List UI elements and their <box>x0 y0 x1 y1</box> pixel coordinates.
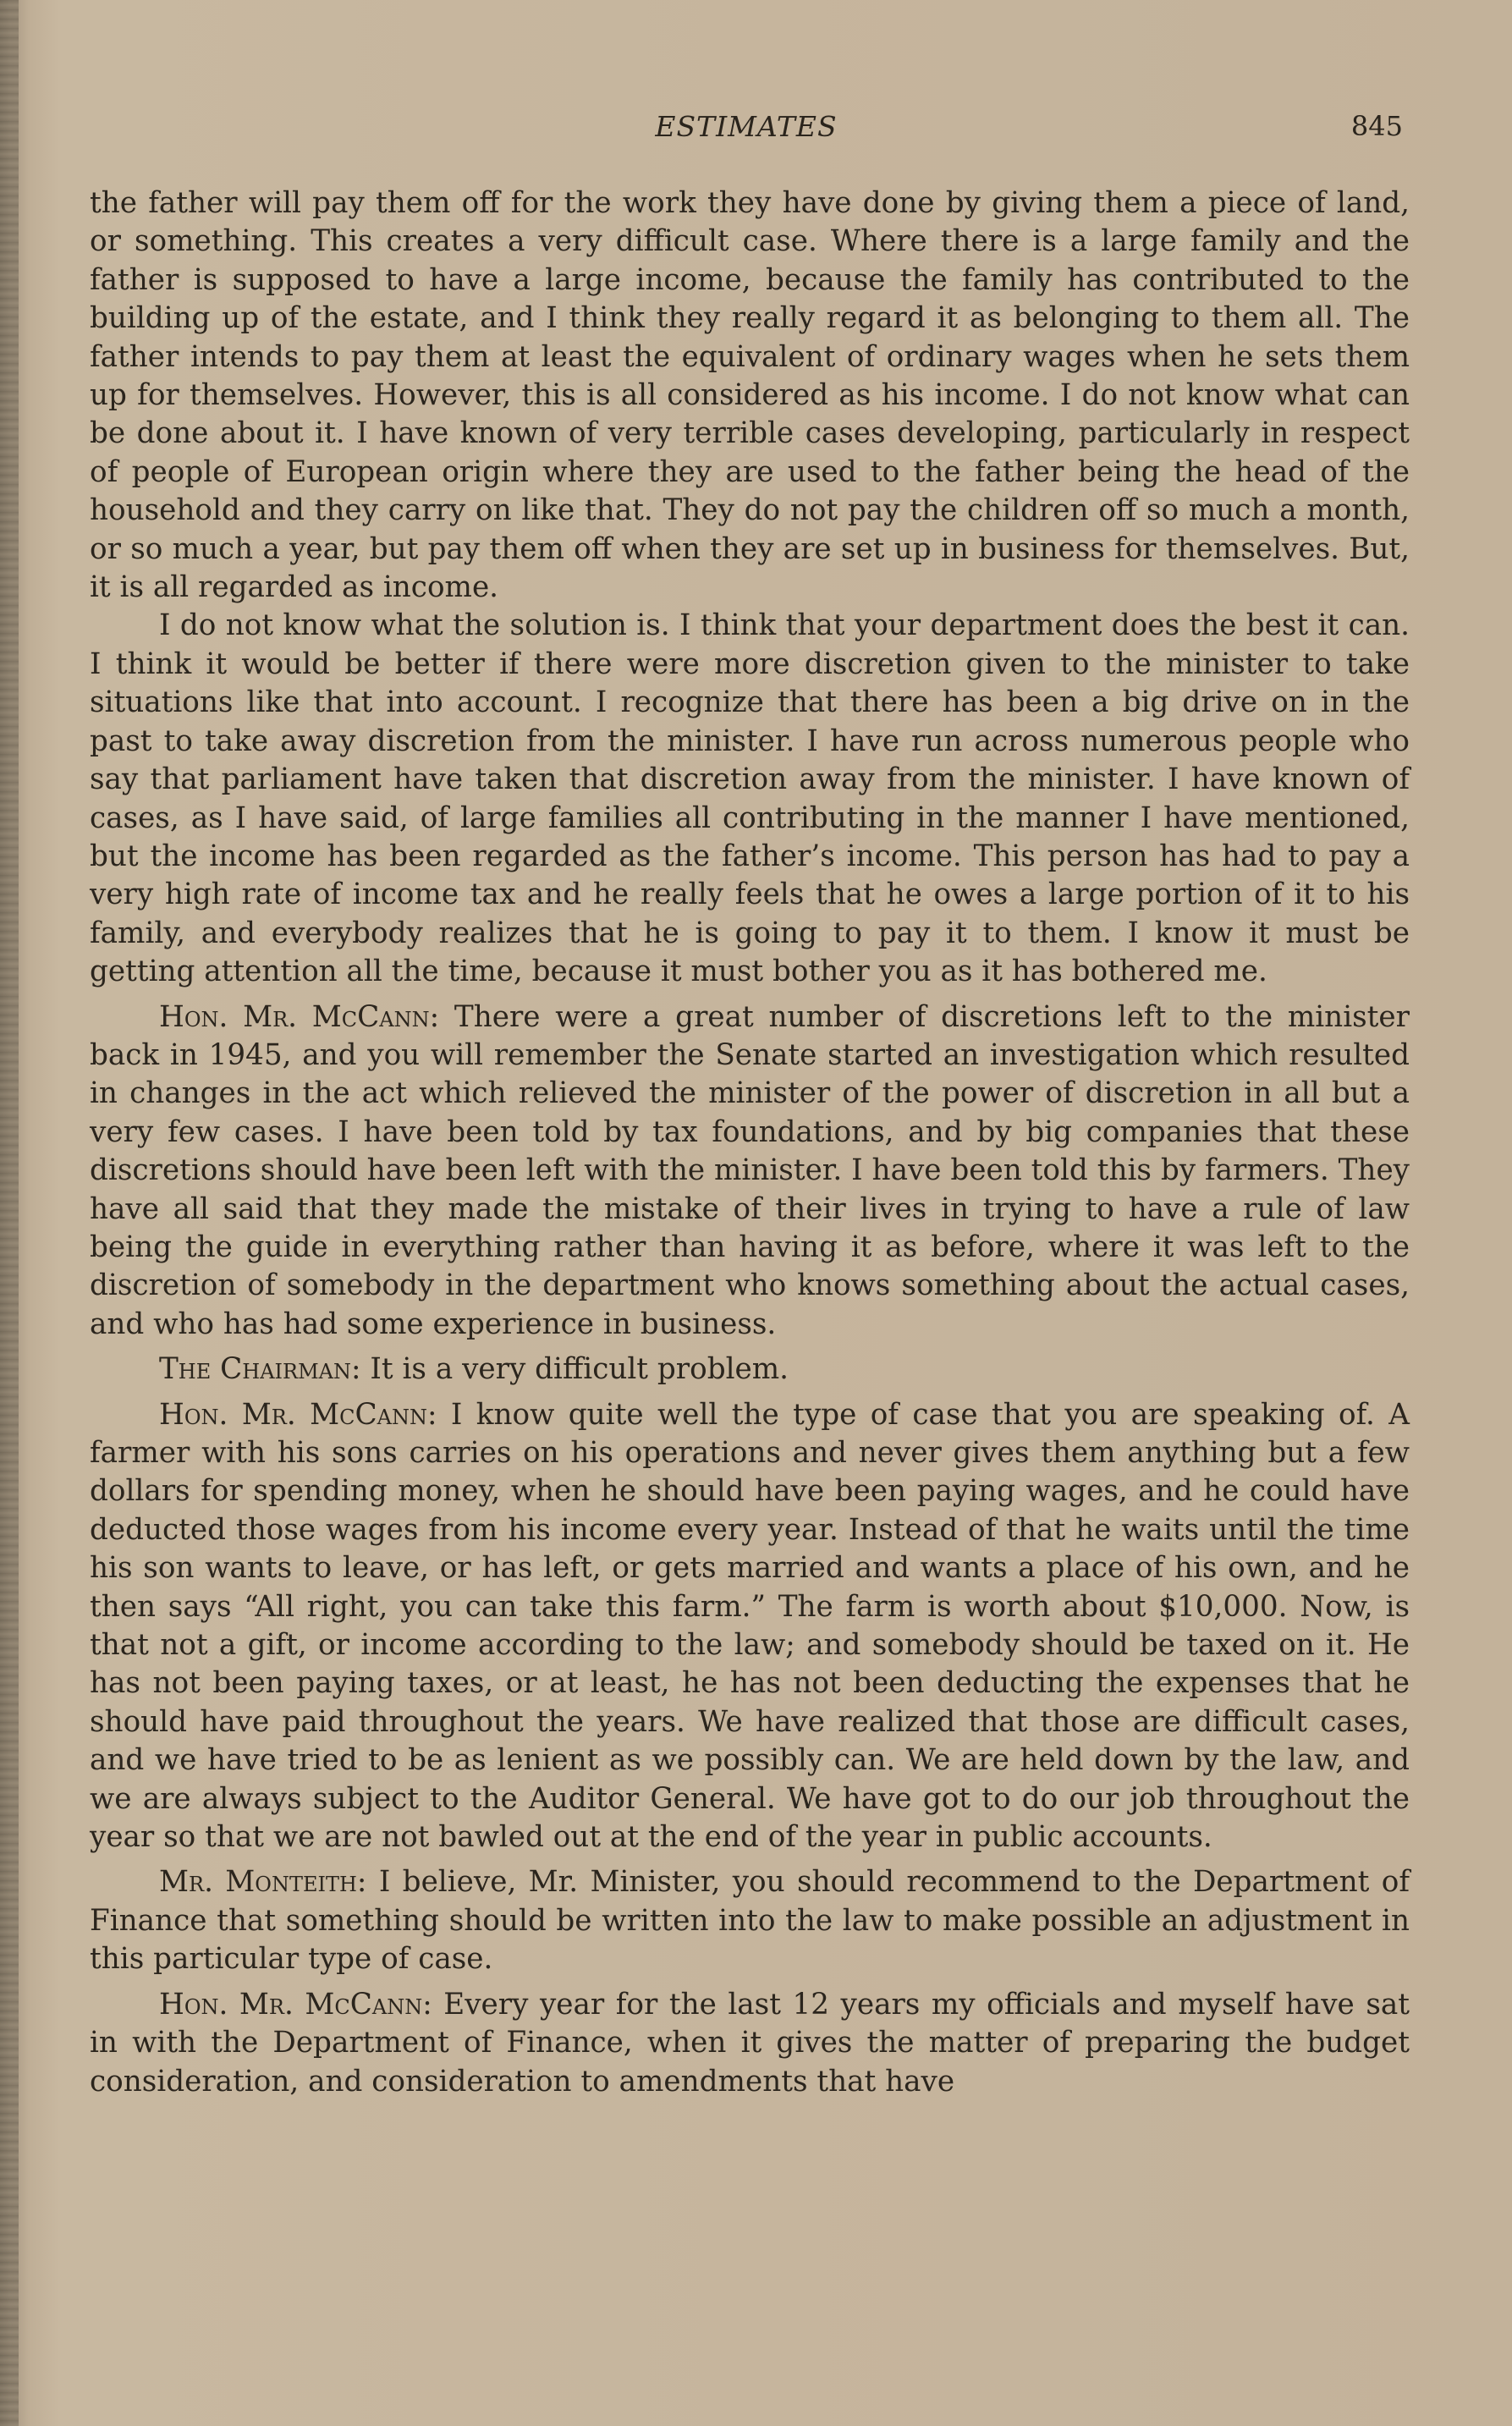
speaker-name: Hon. Mr. McCann: <box>159 999 440 1034</box>
speech-paragraph <box>90 1986 1410 2101</box>
page-binding-edge <box>0 0 19 2426</box>
running-title: ESTIMATES <box>655 110 838 143</box>
speech-text: It is a very difficult problem. <box>360 1352 789 1387</box>
paragraph-text: the father will pay them off for the work they have done by giving them a piece of land, or something. This creates a very difficult case. Where there is a large family and the father is supposed to have a large income, because the family has contributed to the building up of the estate, and I think they really regard it as belonging to them all. The father intends to pay them at least the equivalent of ordinary wages when he sets them up for themselves. However, this is all considered as his income. I do not know what can be done about it. I have known of very terrible cases developing, particularly in respect of people of European origin where they are used to the father being the head of the household and they carry on like that. They do not pay the children off so much a month, or so much a year, but pay them off when they are set up in business for themselves. But, it is all regarded as income. <box>90 186 1410 605</box>
speech-paragraph <box>90 1396 1410 1857</box>
page-header <box>90 110 1403 152</box>
speech-text: Every year for the last 12 years my officials and myself have sat in with the Department of Finance, when it gives the matter of preparing the budget consideration, and consideration to amendments that have <box>90 1987 1410 2099</box>
speaker-name: Hon. Mr. McCann: <box>159 1397 437 1432</box>
speech-text: I believe, Mr. Minister, you should recommend to the Department of Finance that something should be written into the law to make possible an adjustment in this particular type of case. <box>90 1865 1410 1977</box>
speaker-name: The Chairman: <box>159 1352 361 1387</box>
paragraph-text: I do not know what the solution is. I think that your department does the best it can. I think it would be better if there were more discretion given to the minister to take situations like that into account. I recognize that there has been a big drive on in the past to take away discretion from the minister. I have run across numerous people who say that parliament have taken that discretion away from the minister. I have known of cases, as I have said, of large families all contributing in the manner I have mentioned, but the income has been regarded as the father’s income. This person has had to pay a very high rate of income tax and he really feels that he owes a large portion of it to his family, and everybody realizes that he is going to pay it to them. I know it must be getting attention all the time, because it must bother you as it has bothered me. <box>90 608 1410 989</box>
speech-text: I know quite well the type of case that you are speaking of. A farmer with his sons carries on his operations and never gives them anything but a few dollars for spending money, when he should have been paying wages, and he could have deducted those wages from his income every year. Instead of that he waits until the time his son wants to leave, or has left, or gets married and wants a place of his own, and he then says “All right, you can take this farm.” The farm is worth about $10,000. Now, is that not a gift, or income according to the law; and somebody should be taxed on it. He has not been paying taxes, or at least, he has not been deducting the expenses that he should have paid throughout the years. We have realized that those are difficult cases, and we have tried to be as lenient as we possibly can. We are held down by the law, and we are always subject to the Auditor General. We have got to do our job throughout the year so that we are not bawled out at the end of the year in public accounts. <box>90 1397 1410 1855</box>
speech-paragraph <box>90 1863 1410 1978</box>
page-number: 845 <box>1350 110 1403 142</box>
speech-paragraph <box>90 998 1410 1345</box>
paragraph <box>90 607 1410 991</box>
body-text <box>90 184 1410 2101</box>
speech-paragraph <box>90 1351 1410 1389</box>
paragraph <box>90 184 1410 607</box>
speaker-name: Hon. Mr. McCann: <box>159 1987 432 2022</box>
speaker-name: Mr. Monteith: <box>159 1865 367 1900</box>
speech-text: There were a great number of discretions left to the minister back in 1945, and you will remember the Senate started an investigation which resulted in changes in the act which relieved the minister of the power of discretion in all but a very few cases. I have been told by tax foundations, and by big companies that these discretions should have been left with the minister. I have been told this by farmers. They have all said that they made the mistake of their lives in trying to have a rule of law being the guide in everything rather than having it as before, where it was left to the discretion of somebody in the department who knows something about the actual cases, and who has had some experience in business. <box>90 999 1410 1341</box>
